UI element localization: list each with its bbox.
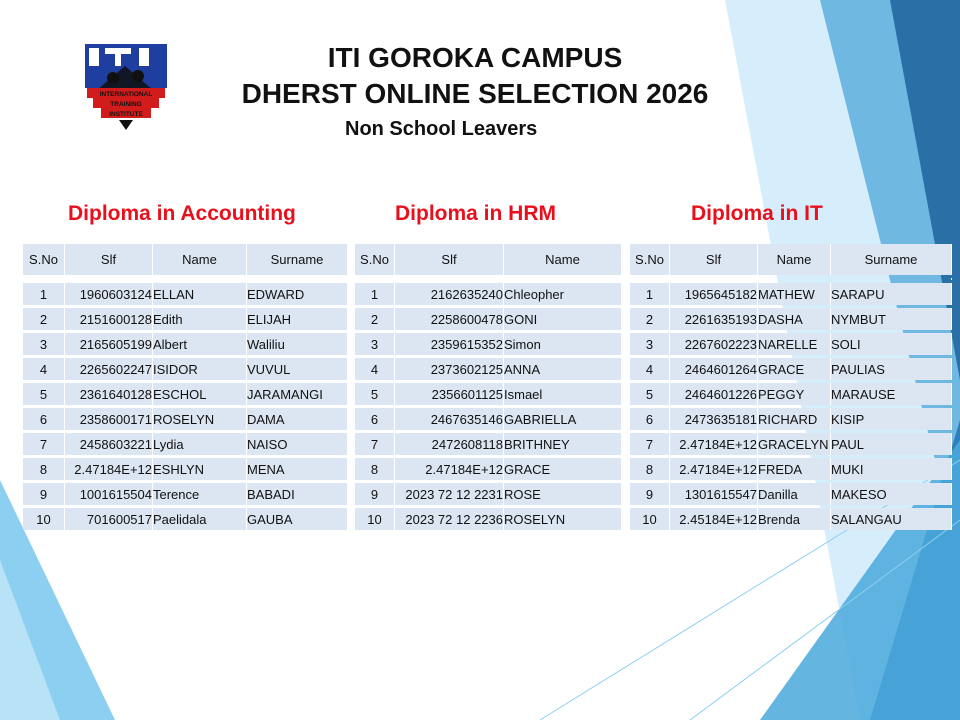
table-row — [355, 308, 622, 330]
cell-slf: 2.47184E+12 — [395, 458, 504, 480]
cell-surname: SARAPU — [831, 283, 952, 305]
section-title-hrm: Diploma in HRM — [395, 202, 556, 225]
cell-slf: 2.47184E+12 — [670, 433, 758, 455]
header-name: Name — [758, 244, 831, 275]
cell-surname: SALANGAU — [831, 508, 952, 530]
cell-slf: 2.47184E+12 — [670, 458, 758, 480]
cell-name: Terence — [153, 483, 247, 505]
table-row — [355, 358, 622, 380]
cell-name: GABRIELLA — [504, 408, 622, 430]
cell-slf: 1001615504 — [65, 483, 153, 505]
iti-logo — [83, 42, 169, 132]
logo-text-2: TRAINING — [110, 101, 142, 108]
cell-slf: 2265602247 — [65, 358, 153, 380]
table-row — [355, 408, 622, 430]
cell-surname: MAKESO — [831, 483, 952, 505]
table-row — [23, 283, 348, 305]
cell-surname: KISIP — [831, 408, 952, 430]
table-header-row — [355, 244, 622, 275]
cell-surname: BABADI — [247, 483, 348, 505]
cell-sno: 3 — [355, 333, 395, 355]
cell-sno: 2 — [355, 308, 395, 330]
cell-slf: 2258600478 — [395, 308, 504, 330]
cell-name: RICHARD — [758, 408, 831, 430]
table-row — [23, 358, 348, 380]
cell-slf: 1301615547 — [670, 483, 758, 505]
cell-name: Paelidala — [153, 508, 247, 530]
header-slf: Slf — [395, 244, 504, 275]
cell-name: DASHA — [758, 308, 831, 330]
cell-surname: GAUBA — [247, 508, 348, 530]
cell-name: FREDA — [758, 458, 831, 480]
table-row — [23, 308, 348, 330]
table-row — [630, 508, 952, 530]
header-name: Name — [153, 244, 247, 275]
page-subtitle: Non School Leavers — [345, 118, 538, 140]
table-row — [630, 283, 952, 305]
table-row — [630, 433, 952, 455]
header-slf: Slf — [670, 244, 758, 275]
cell-name: Danilla — [758, 483, 831, 505]
cell-slf: 2023 72 12 2231 — [395, 483, 504, 505]
cell-slf: 2165605199 — [65, 333, 153, 355]
logo-text-1: INTERNATIONAL — [99, 91, 153, 98]
table-accounting — [23, 241, 348, 533]
cell-slf: 2359615352 — [395, 333, 504, 355]
table-row — [23, 458, 348, 480]
table-header-row — [630, 244, 952, 275]
table-row — [630, 333, 952, 355]
table-row — [23, 383, 348, 405]
cell-sno: 8 — [23, 458, 65, 480]
table-row — [355, 483, 622, 505]
cell-slf: 2464601264 — [670, 358, 758, 380]
logo-text-3: INSTITUTE — [109, 111, 143, 118]
cell-sno: 1 — [355, 283, 395, 305]
cell-sno: 10 — [23, 508, 65, 530]
cell-name: ROSE — [504, 483, 622, 505]
cell-sno: 3 — [23, 333, 65, 355]
cell-slf: 2267602223 — [670, 333, 758, 355]
header-surname: Surname — [831, 244, 952, 275]
table-row — [630, 383, 952, 405]
cell-sno: 6 — [355, 408, 395, 430]
cell-name: GRACELYN — [758, 433, 831, 455]
table-row — [23, 483, 348, 505]
table-row — [355, 333, 622, 355]
cell-sno: 4 — [630, 358, 670, 380]
cell-name: MATHEW — [758, 283, 831, 305]
cell-name: Edith — [153, 308, 247, 330]
table-row — [630, 308, 952, 330]
cell-surname: Waliliu — [247, 333, 348, 355]
table-row — [355, 383, 622, 405]
cell-slf: 1960603124 — [65, 283, 153, 305]
page-title-line1: ITI GOROKA CAMPUS — [327, 42, 623, 73]
cell-slf: 2.45184E+12 — [670, 508, 758, 530]
table-row — [23, 433, 348, 455]
table-row — [23, 408, 348, 430]
cell-sno: 5 — [23, 383, 65, 405]
cell-surname: JARAMANGI — [247, 383, 348, 405]
cell-sno: 9 — [355, 483, 395, 505]
cell-sno: 8 — [355, 458, 395, 480]
cell-name: ROSELYN — [153, 408, 247, 430]
header-sno: S.No — [355, 244, 395, 275]
table-header-row — [23, 244, 348, 275]
cell-sno: 6 — [630, 408, 670, 430]
cell-slf: 2467635146 — [395, 408, 504, 430]
cell-slf: 2151600128 — [65, 308, 153, 330]
header-name: Name — [504, 244, 622, 275]
cell-name: ESCHOL — [153, 383, 247, 405]
cell-slf: 2464601226 — [670, 383, 758, 405]
cell-surname: PAULIAS — [831, 358, 952, 380]
cell-sno: 3 — [630, 333, 670, 355]
cell-sno: 7 — [355, 433, 395, 455]
cell-name: NARELLE — [758, 333, 831, 355]
section-title-accounting: Diploma in Accounting — [68, 202, 296, 225]
cell-surname: PAUL — [831, 433, 952, 455]
cell-sno: 6 — [23, 408, 65, 430]
cell-sno: 2 — [23, 308, 65, 330]
cell-surname: SOLI — [831, 333, 952, 355]
table-row — [355, 283, 622, 305]
cell-name: Lydia — [153, 433, 247, 455]
cell-name: Chleopher — [504, 283, 622, 305]
cell-sno: 1 — [630, 283, 670, 305]
cell-surname: ELIJAH — [247, 308, 348, 330]
cell-name: Ismael — [504, 383, 622, 405]
cell-slf: 2023 72 12 2236 — [395, 508, 504, 530]
cell-surname: EDWARD — [247, 283, 348, 305]
cell-slf: 2458603221 — [65, 433, 153, 455]
cell-sno: 7 — [630, 433, 670, 455]
cell-name: GRACE — [758, 358, 831, 380]
header-sno: S.No — [630, 244, 670, 275]
cell-name: GONI — [504, 308, 622, 330]
cell-slf: 2473635181 — [670, 408, 758, 430]
cell-surname: MARAUSE — [831, 383, 952, 405]
cell-sno: 9 — [23, 483, 65, 505]
cell-slf: 2.47184E+12 — [65, 458, 153, 480]
header-sno: S.No — [23, 244, 65, 275]
cell-slf: 2356601125 — [395, 383, 504, 405]
table-hrm — [355, 241, 622, 533]
header-surname: Surname — [247, 244, 348, 275]
cell-slf: 1965645182 — [670, 283, 758, 305]
cell-sno: 5 — [630, 383, 670, 405]
cell-sno: 9 — [630, 483, 670, 505]
cell-surname: NAISO — [247, 433, 348, 455]
cell-name: ROSELYN — [504, 508, 622, 530]
cell-name: GRACE — [504, 458, 622, 480]
cell-name: Simon — [504, 333, 622, 355]
table-row — [630, 483, 952, 505]
cell-surname: MUKI — [831, 458, 952, 480]
cell-name: Albert — [153, 333, 247, 355]
cell-surname: VUVUL — [247, 358, 348, 380]
table-row — [630, 358, 952, 380]
header-slf: Slf — [65, 244, 153, 275]
cell-surname: NYMBUT — [831, 308, 952, 330]
cell-name: ELLAN — [153, 283, 247, 305]
cell-slf: 2472608118 — [395, 433, 504, 455]
cell-slf: 2358600171 — [65, 408, 153, 430]
cell-sno: 10 — [630, 508, 670, 530]
table-row — [23, 333, 348, 355]
table-row — [355, 458, 622, 480]
cell-surname: MENA — [247, 458, 348, 480]
cell-sno: 4 — [23, 358, 65, 380]
cell-name: Brenda — [758, 508, 831, 530]
cell-sno: 10 — [355, 508, 395, 530]
cell-name: ANNA — [504, 358, 622, 380]
cell-slf: 2261635193 — [670, 308, 758, 330]
cell-sno: 8 — [630, 458, 670, 480]
table-row — [355, 433, 622, 455]
table-row — [630, 408, 952, 430]
cell-name: BRITHNEY — [504, 433, 622, 455]
table-row — [355, 508, 622, 530]
cell-sno: 2 — [630, 308, 670, 330]
table-row — [630, 458, 952, 480]
cell-sno: 5 — [355, 383, 395, 405]
table-it — [630, 241, 952, 533]
cell-sno: 1 — [23, 283, 65, 305]
cell-sno: 7 — [23, 433, 65, 455]
cell-surname: DAMA — [247, 408, 348, 430]
cell-slf: 701600517 — [65, 508, 153, 530]
section-title-it: Diploma in IT — [691, 202, 823, 225]
cell-slf: 2373602125 — [395, 358, 504, 380]
cell-name: ISIDOR — [153, 358, 247, 380]
page-title-line2: DHERST ONLINE SELECTION 2026 — [241, 78, 709, 109]
cell-slf: 2361640128 — [65, 383, 153, 405]
cell-slf: 2162635240 — [395, 283, 504, 305]
cell-name: PEGGY — [758, 383, 831, 405]
cell-sno: 4 — [355, 358, 395, 380]
cell-name: ESHLYN — [153, 458, 247, 480]
table-row — [23, 508, 348, 530]
